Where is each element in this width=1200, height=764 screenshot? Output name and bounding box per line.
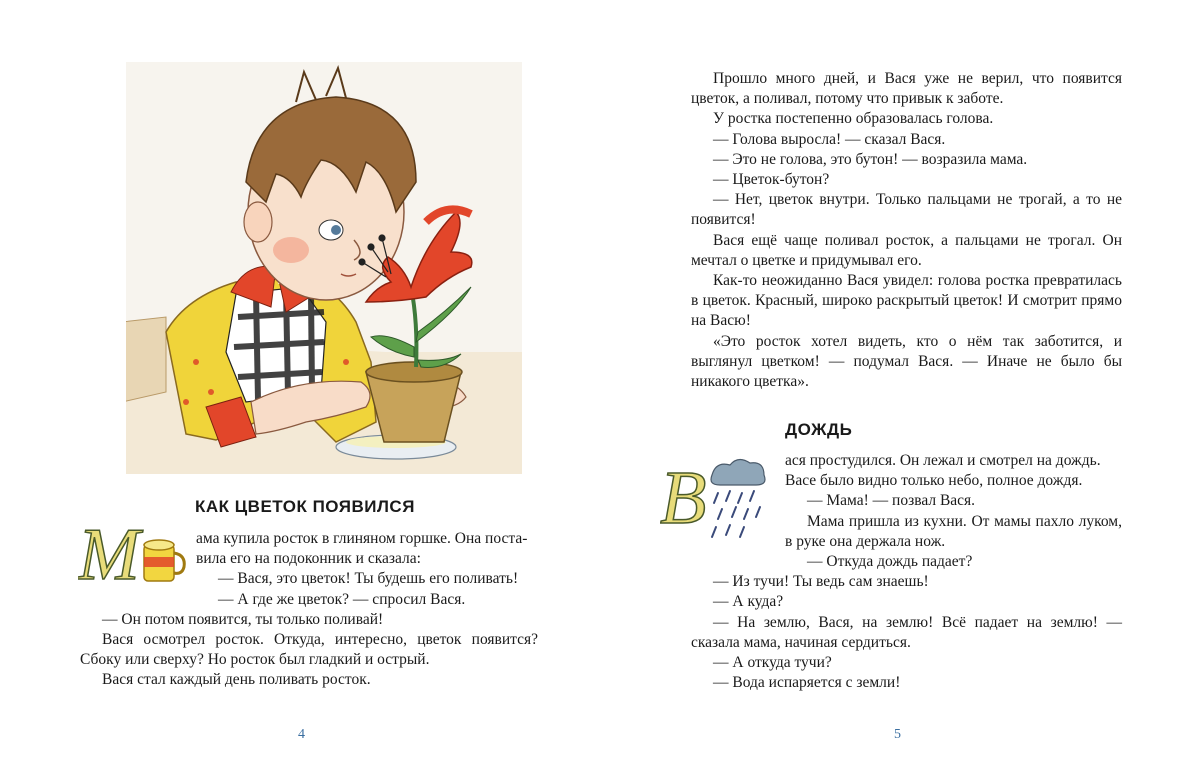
story-body: [80, 529, 538, 691]
text-line: — Откуда дождь падает?: [807, 553, 973, 571]
paragraph: — Цветок-бутон?: [713, 171, 830, 189]
text-line: — А где же цветок? — спросил Вася.: [218, 590, 466, 608]
text-line: — Он потом появится, ты только поливай!: [102, 610, 384, 628]
text-line: — На землю, Вася, на землю! Всё падает на землю! — сказала мама, начиная сердиться.: [691, 613, 1122, 651]
boy-with-flower-illustration: [126, 62, 522, 474]
text-line: — Мама! — позвал Вася.: [807, 492, 976, 510]
paragraph: — Голова выросла! — сказал Вася.: [713, 130, 946, 148]
story-body: [691, 451, 1122, 693]
paragraph: Как-то неожиданно Вася увидел: голова ростка превратилась в цветок. Красный, широко раскрытый цветок! И смотрит прямо на Васю!: [691, 272, 1122, 330]
text-line: Мама пришла из кухни. От мамы пахло луком, в руке она держала нож.: [785, 512, 1122, 550]
text-line: ася простудился. Он лежал и смотрел на дождь.: [785, 452, 1101, 469]
text-line: ама купила росток в глиняном горшке. Она поста-: [196, 530, 528, 547]
right-page: [600, 0, 1200, 764]
paragraph: Вася ещё чаще поливал росток, а пальцами не трогал. Он мечтал о цветке и придумывал его.: [691, 231, 1122, 269]
text-line: — Из тучи! Ты ведь сам знаешь!: [713, 573, 929, 591]
text-line: — Вода испаряется с земли!: [713, 674, 901, 692]
page-number: 4: [298, 727, 305, 742]
text-line: — А куда?: [713, 593, 784, 611]
story-continuation: [691, 69, 1122, 392]
text-line: — А откуда тучи?: [713, 654, 832, 672]
text-line: Вася осмотрел росток. Откуда, интересно, цветок появится? Сбоку или сверху? Но росток был гладкий и острый.: [80, 631, 538, 669]
paragraph: Прошло много дней, и Вася уже не верил, что появится цветок, а поливал, потому что привык к заботе.: [691, 70, 1122, 108]
story-title: ДОЖДЬ: [785, 420, 853, 439]
paragraph: У ростка постепенно образовалась голова.: [713, 110, 994, 128]
text-line: вила его на подоконник и сказала:: [196, 550, 421, 568]
paragraph: «Это росток хотел видеть, кто о нём так заботится, и выглянул цветком! — подумал Вася. — Иначе не было бы никакого цветка».: [691, 332, 1122, 391]
text-line: Васе было видно только небо, полное дождя.: [785, 472, 1083, 490]
drop-cap-letter: M: [78, 514, 140, 593]
paragraph: — Нет, цветок внутри. Только пальцами не трогай, а то не появится!: [691, 191, 1122, 229]
page-number: 5: [894, 727, 901, 742]
drop-cap-letter: В: [660, 456, 707, 540]
text-line: — Вася, это цветок! Ты будешь его поливать!: [218, 570, 519, 588]
story-title: КАК ЦВЕТОК ПОЯВИЛСЯ: [195, 497, 415, 516]
paragraph: — Это не голова, это бутон! — возразила мама.: [713, 150, 1028, 168]
text-line: Вася стал каждый день поливать росток.: [102, 671, 371, 689]
